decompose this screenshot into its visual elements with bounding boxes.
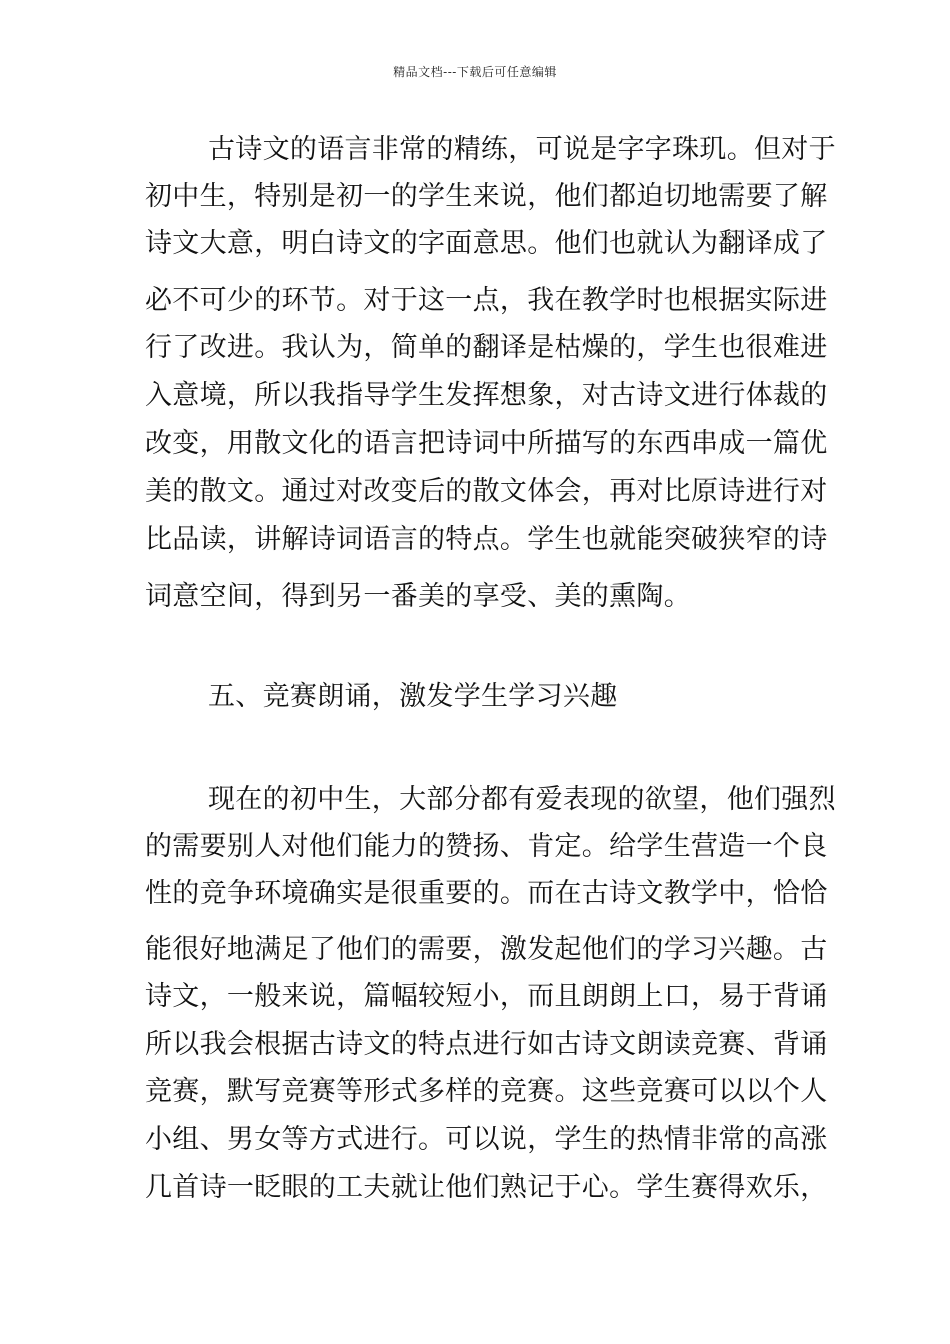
paragraph-2-line: 所以我会根据古诗文的特点进行如古诗文朗读竞赛、背诵 [145, 1029, 828, 1060]
paragraph-1-line: 词意空间，得到另一番美的享受、美的熏陶。 [145, 581, 691, 612]
paragraph-2-line: 小组、男女等方式进行。可以说，学生的热情非常的高涨 [145, 1124, 828, 1155]
paragraph-2-line: 几首诗一眨眼的工夫就让他们熟记于心。学生赛得欢乐， [145, 1172, 828, 1203]
paragraph-1-line: 入意境，所以我指导学生发挥想象，对古诗文进行体裁的 [145, 380, 828, 411]
paragraph-1-line: 美的散文。通过对改变后的散文体会，再对比原诗进行对 [145, 476, 828, 507]
page-header: 精品文档---下载后可任意编辑 [393, 65, 557, 79]
section-heading: 五、竞赛朗诵，激发学生学习兴趣 [208, 681, 618, 712]
paragraph-2-line: 能很好地满足了他们的需要，激发起他们的学习兴趣。古 [145, 934, 828, 965]
paragraph-2-line: 性的竞争环境确实是很重要的。而在古诗文教学中，恰恰 [145, 878, 828, 909]
paragraph-2-line: 诗文，一般来说，篇幅较短小，而且朗朗上口，易于背诵 [145, 981, 828, 1012]
paragraph-2-line: 的需要别人对他们能力的赞扬、肯定。给学生营造一个良 [145, 831, 828, 862]
paragraph-1-line: 改变，用散文化的语言把诗词中所描写的东西串成一篇优 [145, 428, 828, 459]
paragraph-1-line: 比品读，讲解诗词语言的特点。学生也就能突破狭窄的诗 [145, 524, 828, 555]
paragraph-1-line: 初中生，特别是初一的学生来说，他们都迫切地需要了解 [145, 181, 828, 212]
paragraph-2-line: 现在的初中生，大部分都有爱表现的欲望，他们强烈 [208, 784, 836, 815]
paragraph-1-line: 古诗文的语言非常的精练，可说是字字珠玑。但对于 [208, 134, 836, 165]
paragraph-1-line: 行了改进。我认为，简单的翻译是枯燥的，学生也很难进 [145, 332, 828, 363]
paragraph-2-line: 竞赛，默写竞赛等形式多样的竞赛。这些竞赛可以以个人 [145, 1076, 828, 1107]
paragraph-1-line: 必不可少的环节。对于这一点，我在教学时也根据实际进 [145, 285, 828, 316]
paragraph-1-line: 诗文大意，明白诗文的字面意思。他们也就认为翻译成了 [145, 228, 828, 259]
